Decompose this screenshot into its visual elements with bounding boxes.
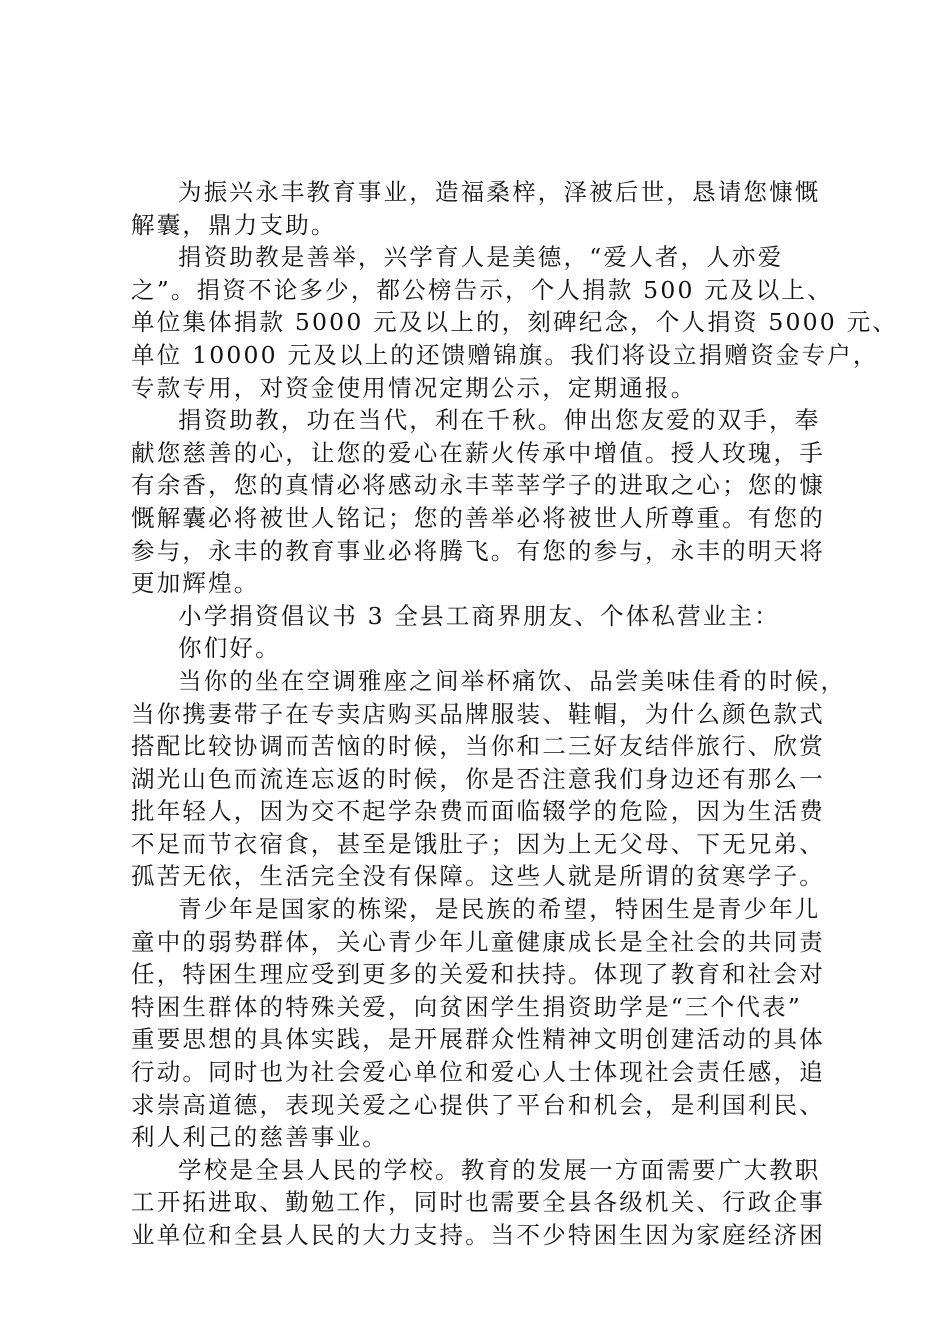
text-line: 搭配比较协调而苦恼的时候，当你和二三好友结伴旅行、欣赏: [131, 732, 825, 761]
text-line: 更加辉煌。: [131, 569, 260, 598]
text-line: 行动。同时也为社会爱心单位和爱心人士体现社会责任感，追: [131, 1058, 825, 1087]
text-line: 专款专用，对资金使用情况定期公示，定期通报。: [131, 373, 697, 402]
text-line: 你们好。: [178, 634, 281, 663]
text-line: 求崇高道德，表现关爱之心提供了平台和机会，是利国利民、: [131, 1090, 825, 1119]
text-line: 学校是全县人民的学校。教育的发展一方面需要广大教职: [178, 1155, 821, 1184]
text-line: 参与，永丰的教育事业必将腾飞。有您的参与，永丰的明天将: [131, 536, 825, 565]
text-line: 当你携妻带子在专卖店购买品牌服装、鞋帽，为什么颜色款式: [131, 699, 825, 728]
text-line: 解囊，鼎力支助。: [131, 210, 337, 239]
text-line: 捐资助教是善举，兴学育人是美德，“爱人者，人亦爱: [178, 243, 784, 272]
text-line: 慨解囊必将被世人铭记；您的善举必将被世人所尊重。有您的: [131, 503, 825, 532]
text-line: 业单位和全县人民的大力支持。当不少特困生因为家庭经济困: [131, 1221, 825, 1249]
text-line: 利人利己的慈善事业。: [131, 1123, 388, 1152]
text-line: 青少年是国家的栋梁，是民族的希望，特困生是青少年儿: [178, 895, 821, 924]
text-line: 之”。捐资不论多少，都公榜告示，个人捐款 500 元及以上、: [131, 275, 833, 304]
text-line: 单位集体捐款 5000 元及以上的，刻碑纪念，个人捐资 5000 元、: [131, 308, 898, 337]
text-line: 小学捐资倡议书 3 全县工商界朋友、个体私营业主：: [178, 601, 780, 630]
text-line: 有余香，您的真情必将感动永丰莘莘学子的进取之心；您的慷: [131, 471, 825, 500]
text-line: 为振兴永丰教育事业，造福桑梓，泽被后世，恳请您慷慨: [178, 178, 821, 206]
text-line: 批年轻人，因为交不起学杂费而面临辍学的危险，因为生活费: [131, 797, 825, 826]
text-line: 工开拓进取、勤勉工作，同时也需要全县各级机关、行政企事: [131, 1188, 825, 1217]
document-body: [131, 176, 898, 1252]
text-line: 特困生群体的特殊关爱，向贫困学生捐资助学是“三个代表”: [131, 992, 802, 1021]
text-line: 任，特困生理应受到更多的关爱和扶持。体现了教育和社会对: [131, 960, 825, 989]
text-line: 不足而节衣宿食，甚至是饿肚子；因为上无父母、下无兄弟、: [131, 829, 825, 858]
text-line: 孤苦无依，生活完全没有保障。这些人就是所谓的贫寒学子。: [131, 862, 825, 891]
text-line: 湖光山色而流连忘返的时候，你是否注意我们身边还有那么一: [131, 764, 825, 793]
text-line: 单位 10000 元及以上的还馈赠锦旗。我们将设立捐赠资金专户，: [131, 340, 879, 369]
text-line: 重要思想的具体实践，是开展群众性精神文明创建活动的具体: [131, 1025, 825, 1054]
text-line: 捐资助教，功在当代，利在千秋。伸出您友爱的双手，奉: [178, 406, 821, 435]
text-line: 当你的坐在空调雅座之间举杯痛饮、品尝美味佳肴的时候，: [178, 666, 847, 695]
text-line: 童中的弱势群体，关心青少年儿童健康成长是全社会的共同责: [131, 927, 825, 956]
text-line: 献您慈善的心，让您的爱心在薪火传承中增值。授人玫瑰，手: [131, 438, 825, 467]
